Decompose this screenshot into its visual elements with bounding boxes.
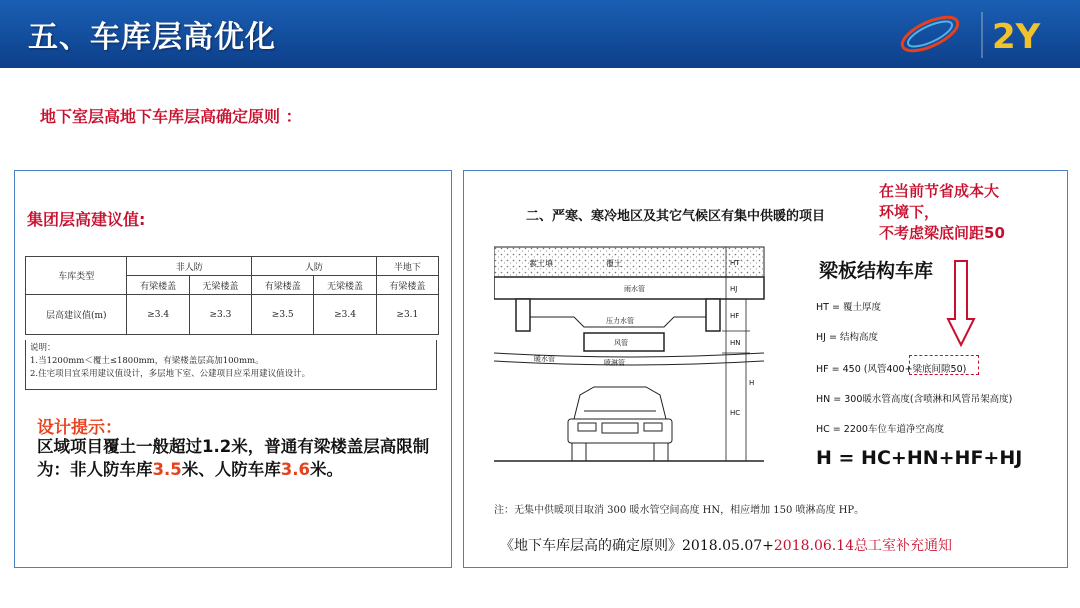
logo <box>880 4 1080 64</box>
value-label: 层高建议值(m) <box>26 295 127 335</box>
height-formula: H = HC+HN+HF+HJ <box>816 447 1023 469</box>
tip-body: 区域项目覆土一般超过1.2米，普通有梁楼盖层高限制为：非人防车库3.5米、人防车库3.6米。 <box>37 437 430 479</box>
legend-title: 梁板结构车库 <box>819 260 934 282</box>
height-table <box>25 256 439 335</box>
sub-header: 无梁楼盖 <box>189 276 251 295</box>
page-title: 五、车库层高优化 <box>28 20 276 55</box>
highlight-box <box>909 355 979 375</box>
svg-text:HN: HN <box>730 339 741 347</box>
diagram-note: 注：无集中供暖项目取消 300 暖水管空间高度 HN，相应增加 150 喷淋高度 HP。 <box>494 505 865 516</box>
structure-diagram-panel <box>463 170 1068 568</box>
svg-text:HF: HF <box>730 312 740 320</box>
sub-header: 有梁楼盖 <box>252 276 314 295</box>
section-subtitle: 地下室层高地下车库层高确定原则 ： <box>40 107 302 126</box>
legend-item: HJ = 结构高度 <box>816 332 878 343</box>
row-header: 车库类型 <box>26 257 127 295</box>
svg-text:2Y: 2Y <box>992 17 1041 57</box>
beam <box>706 299 720 331</box>
svg-text:HC: HC <box>730 409 741 417</box>
table-notes <box>25 340 437 390</box>
section-drawing <box>494 235 804 485</box>
beam <box>516 299 530 331</box>
header-bar <box>0 0 1080 68</box>
table-cell: ≥3.1 <box>376 295 438 335</box>
table-cell: ≥3.4 <box>127 295 189 335</box>
svg-text:素土填: 素土填 <box>529 259 553 268</box>
svg-text:覆土: 覆土 <box>606 259 622 268</box>
down-arrow-icon <box>946 259 976 349</box>
svg-text:HJ: HJ <box>730 285 738 293</box>
tip-title: 设计提示： <box>37 418 122 438</box>
sub-header: 有梁楼盖 <box>127 276 189 295</box>
svg-text:喷淋管: 喷淋管 <box>604 359 625 367</box>
car-outline <box>568 387 672 461</box>
note-line: 2.住宅项目宜采用建议值设计，多层地下室、公建项目应采用建议值设计。 <box>30 369 311 379</box>
cost-saving-note: 在当前节省成本大 环境下， 不考虑梁底间距50 <box>879 182 1005 242</box>
diagram-title: 二、严寒、寒冷地区及其它气候区有集中供暖的项目 <box>526 209 826 224</box>
source-reference: 《地下车库层高的确定原则》2018.05.07+2018.06.14总工室补充通知 <box>500 538 953 554</box>
legend-item: HC = 2200车位车道净空高度 <box>816 424 944 435</box>
svg-text:雨水管: 雨水管 <box>624 285 645 293</box>
group-header: 人防 <box>252 257 377 276</box>
sub-header: 有梁楼盖 <box>376 276 438 295</box>
svg-text:压力水管: 压力水管 <box>606 317 634 325</box>
group-header: 半地下 <box>376 257 438 276</box>
legend-item: HF = 450 (风管400+梁底间隙50) <box>816 364 967 375</box>
note-line: 说明： <box>30 343 56 353</box>
svg-text:HT: HT <box>730 259 740 267</box>
sub-header: 无梁楼盖 <box>314 276 376 295</box>
group-title: 集团层高建议值: <box>27 210 146 229</box>
note-line: 1.当1200mm＜覆土≤1800mm，有梁楼盖层高加100mm。 <box>30 356 264 366</box>
table-cell: ≥3.3 <box>189 295 251 335</box>
legend-item: HT = 覆土厚度 <box>816 302 881 313</box>
svg-text:H: H <box>749 379 755 387</box>
group-recommendation-panel <box>14 170 452 568</box>
group-header: 非人防 <box>127 257 252 276</box>
svg-text:暖水管: 暖水管 <box>534 355 555 363</box>
svg-text:风管: 风管 <box>614 339 628 347</box>
legend-item: HN = 300暖水管高度(含喷淋和风管吊架高度) <box>816 394 1013 405</box>
table-cell: ≥3.5 <box>252 295 314 335</box>
table-cell: ≥3.4 <box>314 295 376 335</box>
